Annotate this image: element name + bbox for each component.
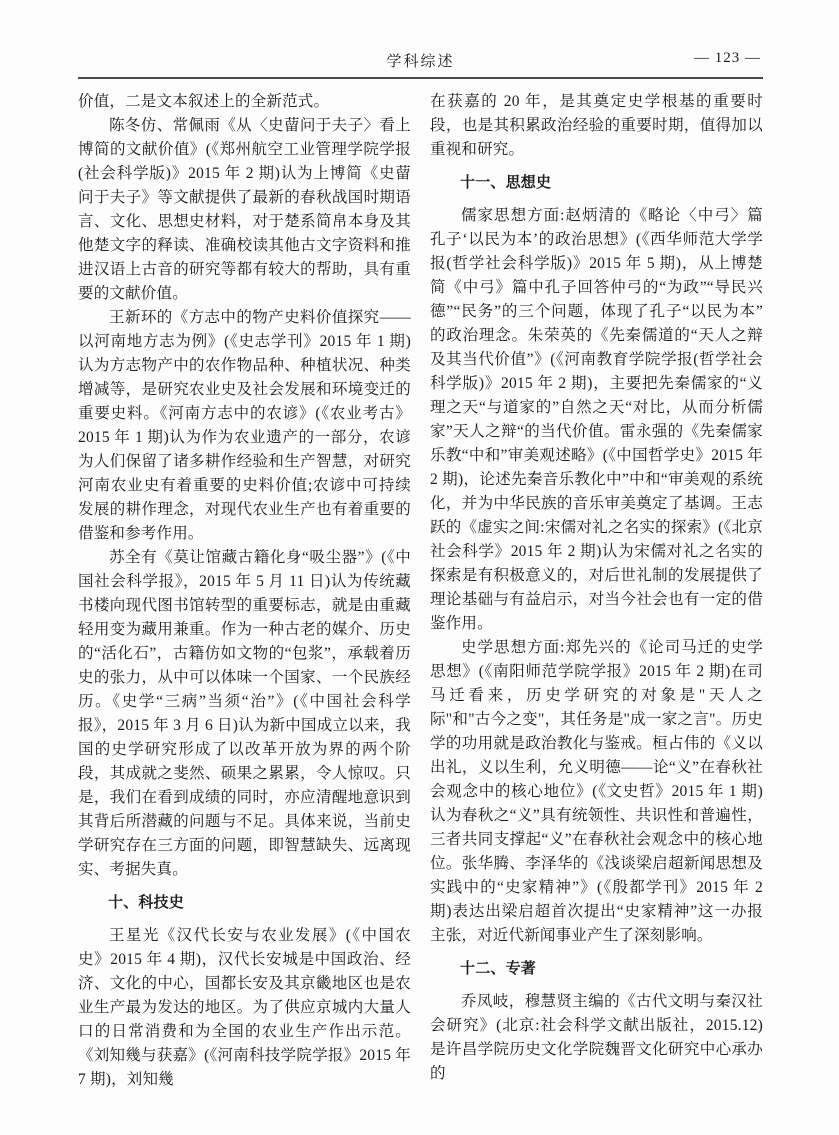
paragraph-continued: 价值，二是文本叙述上的全新范式。	[78, 93, 330, 110]
heading-monographs: 十二、专著	[460, 960, 537, 977]
page-number: — 123 —	[694, 50, 761, 66]
paragraph: 陈冬仿、常佩雨《从〈史蒥问于夫子〉看上博简的文献价值》(《郑州航空工业管理学院学报(社会科学版)》2015 年 2 期)认为上博简《史蒥问于夫子》等文献提供了最新的春秋战国时期语言、文化、思想史材料，对于楚系简帛本身及其他楚文字的释读、准确校读其他古文字资料和推进汉语上古音的研究等都有较大的帮助，具有重要的文献价值。	[78, 117, 411, 302]
section-title: 学科综述	[386, 54, 455, 70]
heading-sci-tech-history: 十、科技史	[108, 894, 185, 911]
paragraph: 史学思想方面:郑先兴的《论司马迁的史学思想》(《南阳师范学院学报》2015 年 2 期)在司马迁看来，历史学研究的对象是"天人之际"和"古今之变"，其任务是"成一家之言"。历史学的功用就是政治教化与鉴戒。桓占伟的《义以出礼，义以生利，允义明德——论“义”在春秋社会观念中的核心地位》(《文史哲》2015 年 1 期)认为春秋之“义”具有统领性、共识性和普遍性，三者共同支撑起“义”在春秋社会观念中的核心地位。张华腾、李泽华的《浅谈梁启超新闻思想及实践中的“史家精神”》(《殷都学刊》2015 年 2 期)表达出梁启超首次提出“史家精神”这一办报主张，对近代新闻事业产生了深刻影响。	[430, 639, 763, 944]
paragraph: 儒家思想方面:赵炳清的《略论〈中弓〉篇孔子‘以民为本’的政治思想》(《西华师范大学学报(哲学社会科学版)》2015 年 5 期)，从上博楚简《中弓》篇中孔子回答仲弓的“为政”“导民兴德”“民务”的三个问题，体现了孔子“以民为本”的政治理念。朱荣英的《先秦儒道的“天人之辩及其当代价值”》(《河南教育学院学报(哲学社会科学版)》2015 年 2 期)，主要把先秦儒家的“义理之天“与道家的”自然之天“对比，从而分析儒家”天人之辩“的当代价值。雷永强的《先秦儒家乐教“中和”审美观述略》(《中国哲学史》2015 年 2 期)，论述先秦音乐教化中”中和“审美观的系统化，并为中华民族的音乐审美奠定了基调。王志跃的《虚实之间:宋儒对礼之名实的探索》(《北京社会科学》2015 年 2 期)认为宋儒对礼之名实的探索是有积极意义的，对后世礼制的发展提供了理论基础与有益启示，对当今社会也有一定的借鉴作用。	[430, 207, 763, 632]
paragraph-continued: 在获嘉的 20 年，是其奠定史学根基的重要时段，也是其积累政治经验的重要时期，值得加以重视和研究。	[430, 93, 763, 158]
header-rule-divider	[78, 77, 763, 79]
paragraph: 王新环的《方志中的物产史料价值探究——以河南地方志为例》(《史志学刊》2015 年 1 期)认为方志物产中的农作物品种、种植状况、种类增减等，是研究农业史及社会发展和环境变迁的重要史料。《河南方志中的农谚》(《农业考古》2015 年 1 期)认为作为农业遗产的一部分，农谚为人们保留了诸多耕作经验和生产智慧，对研究河南农业史有着重要的史料价值;农谚中可持续发展的耕作理念，对现代农业生产也有着重要的借鉴和参考作用。	[78, 309, 411, 542]
paragraph: 苏全有《莫让馆藏古籍化身“吸尘器”》(《中国社会科学报》，2015 年 5 月 11 日)认为传统藏书楼向现代图书馆转型的重要标志，就是由重藏轻用变为藏用兼重。作为一种古老的媒介、历史的“活化石”，古籍仿如文物的“包浆”，承载着历史的张力，从中可以体味一个国家、一个民族经历。《史学“三病”当须“治”》(《中国社会科学报》，2015 年 3 月 6 日)认为新中国成立以来，我国的史学研究形成了以改革开放为界的两个阶段，其成就之斐然、硕果之累累，令人惊叹。只是，我们在看到成绩的同时，亦应清醒地意识到其背后所潜藏的问题与不足。具体来说，当前史学研究存在三方面的问题，即智慧缺失、远离现实、考据失真。	[78, 549, 411, 878]
two-column-body	[78, 90, 763, 1092]
right-column	[430, 90, 763, 1092]
running-head	[78, 48, 763, 78]
heading-intellectual-history: 十一、思想史	[460, 174, 552, 191]
left-column	[78, 90, 411, 1092]
paragraph: 王星光《汉代长安与农业发展》(《中国农史》2015 年 4 期)，汉代长安城是中国政治、经济、文化的中心，国都长安及其京畿地区也是农业生产最为发达的地区。为了供应京城内大量人口的日常消费和为全国的农业生产作出示范。《刘知幾与获嘉》(《河南科技学院学报》2015 年 7 期)，刘知幾	[78, 927, 411, 1088]
paragraph: 乔凤岐，穆慧贤主编的《古代文明与秦汉社会研究》(北京:社会科学文献出版社，2015.12)是许昌学院历史文化学院魏晋文化研究中心承办的	[430, 993, 763, 1082]
